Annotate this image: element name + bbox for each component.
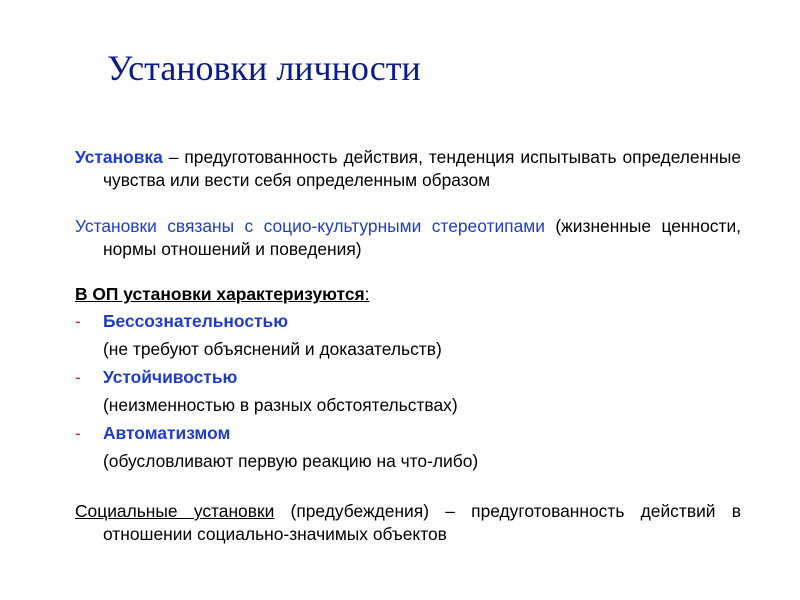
bullet-dash: - — [75, 423, 81, 443]
bullet-dash: - — [75, 311, 81, 331]
list-heading-text: В ОП установки характеризуются — [75, 284, 365, 304]
list-heading — [75, 283, 741, 306]
list-item-term: Устойчивостью — [103, 367, 238, 387]
social-attitudes-text: (предубеждения) – предуготованность действий в отношении социально-значимых объектов — [103, 501, 741, 544]
stereotypes-paragraph — [75, 215, 741, 261]
list-item-note: (обусловливают первую реакцию на что-либо) — [103, 451, 479, 471]
list-item — [75, 422, 741, 473]
characteristics-list — [75, 310, 741, 473]
list-item-term: Бессознательностью — [103, 311, 289, 331]
spacer — [75, 192, 741, 215]
definition-term: Установка — [75, 147, 163, 167]
social-attitudes-term: Социальные установки — [75, 501, 275, 521]
list-item-term: Автоматизмом — [103, 423, 231, 443]
stereotypes-text: Установки связаны с социо-культурными стереотипами — [75, 216, 545, 236]
list-item-note: (неизменностью в разных обстоятельствах) — [103, 395, 458, 415]
list-heading-colon: : — [364, 284, 370, 304]
stereotypes-continuation: (жизненные ценности, нормы отношений и поведения) — [103, 216, 741, 259]
slide-title: Установки личности — [107, 48, 421, 88]
list-item — [75, 366, 741, 417]
bullet-dash: - — [75, 367, 81, 387]
spacer — [75, 261, 741, 283]
slide-body — [75, 146, 741, 546]
definition-paragraph — [75, 146, 741, 192]
list-item — [75, 310, 741, 361]
spacer — [75, 478, 741, 500]
social-attitudes-paragraph — [75, 500, 741, 546]
list-item-note: (не требуют объяснений и доказательств) — [103, 339, 442, 359]
definition-text: – предуготованность действия, тенденция испытывать определенные чувства или вести себя определенным образом — [103, 147, 741, 190]
